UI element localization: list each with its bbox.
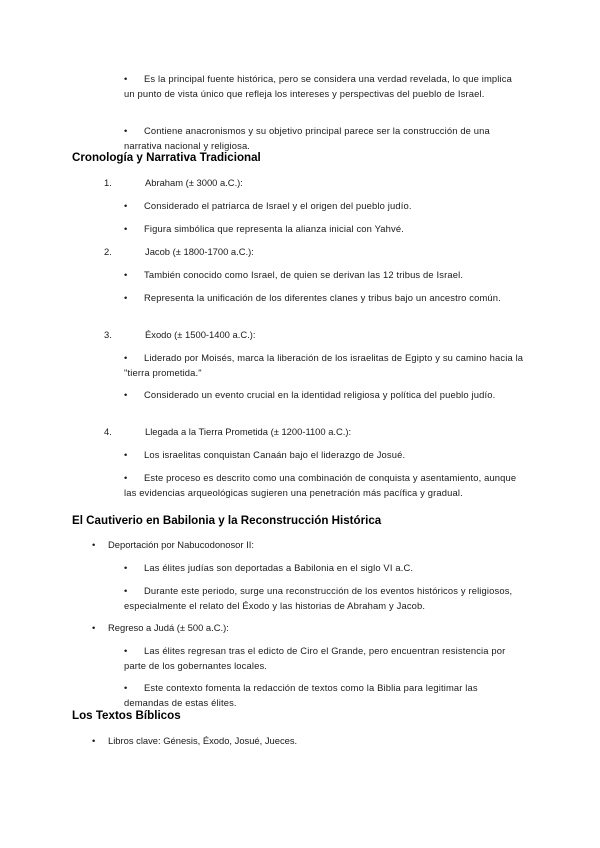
item-label: Jacob (± 1800-1700 a.C.): — [145, 246, 254, 257]
list-item-libros — [92, 733, 297, 748]
item-number: 4. — [104, 426, 112, 437]
numbered-item-exodo — [104, 327, 255, 342]
sub-bullet: Durante este periodo, surge una reconstrucción de los eventos históricos y religiosos, especialmente el relato del Éxodo y las historias de Abraham y Jacob. — [124, 585, 513, 611]
numbered-item-jacob — [104, 244, 254, 259]
item-label: Abraham (± 3000 a.C.): — [145, 177, 243, 188]
intro-bullet-2: Contiene anacronismos y su objetivo principal parece ser la construcción de una narrativa nacional y religiosa. — [124, 125, 490, 151]
section-heading-cautiverio: El Cautiverio en Babilonia y la Reconstrucción Histórica — [72, 514, 382, 527]
bullet-marker: • — [124, 585, 128, 596]
sub-bullet: Figura simbólica que representa la alianza inicial con Yahvé. — [144, 223, 404, 234]
intro-bullet-1: Es la principal fuente histórica, pero se considera una verdad revelada, lo que implica un punto de vista único que refleja los intereses y perspectivas del pueblo de Israel. — [124, 73, 512, 99]
bullet-marker: • — [124, 682, 128, 693]
sub-bullet: Las élites judías son deportadas a Babilonia en el siglo VI a.C. — [144, 562, 414, 573]
bullet-marker: • — [124, 645, 128, 656]
bullet-marker: • — [124, 73, 128, 84]
sub-bullet: Las élites regresan tras el edicto de Ciro el Grande, pero encuentran resistencia por parte de los gobernantes locales. — [124, 645, 506, 671]
sub-bullet: Este contexto fomenta la redacción de textos como la Biblia para legitimar las demandas de estas élites. — [124, 682, 478, 708]
item-label: Libros clave: Génesis, Éxodo, Josué, Jueces. — [108, 735, 298, 746]
bullet-marker: • — [124, 269, 128, 280]
item-label: Regreso a Judá (± 500 a.C.): — [108, 622, 229, 633]
bullet-marker: • — [92, 539, 96, 550]
sub-bullet: Liderado por Moisés, marca la liberación de los israelitas de Egipto y su camino hacia la "tierra prometida." — [124, 352, 524, 378]
sub-bullet: Este proceso es descrito como una combinación de conquista y asentamiento, aunque las evidencias arqueológicas sugieren una penetración más pacífica y gradual. — [124, 472, 517, 498]
sub-bullet: También conocido como Israel, de quien se derivan las 12 tribus de Israel. — [144, 269, 464, 280]
section-heading-textos: Los Textos Bíblicos — [72, 709, 181, 722]
bullet-marker: • — [124, 352, 128, 363]
numbered-item-abraham — [104, 175, 243, 190]
bullet-marker: • — [124, 223, 128, 234]
item-label: Éxodo (± 1500-1400 a.C.): — [145, 329, 256, 340]
section-heading-cronologia: Cronología y Narrativa Tradicional — [72, 151, 261, 164]
sub-bullet: Representa la unificación de los diferentes clanes y tribus bajo un ancestro común. — [144, 292, 501, 303]
bullet-marker: • — [124, 472, 128, 483]
bullet-marker: • — [124, 200, 128, 211]
bullet-marker: • — [124, 389, 128, 400]
item-number: 3. — [104, 329, 112, 340]
item-number: 2. — [104, 246, 112, 257]
sub-bullet: Considerado un evento crucial en la identidad religiosa y política del pueblo judío. — [144, 389, 496, 400]
bullet-marker: • — [124, 125, 128, 136]
sub-bullet: Los israelitas conquistan Canaán bajo el liderazgo de Josué. — [144, 449, 406, 460]
item-number: 1. — [104, 177, 112, 188]
list-item-deportacion — [92, 537, 254, 552]
list-item-regreso — [92, 620, 229, 635]
item-label: Llegada a la Tierra Prometida (± 1200-1100 a.C.): — [145, 426, 352, 437]
bullet-marker: • — [92, 622, 96, 633]
bullet-marker: • — [124, 562, 128, 573]
bullet-marker: • — [124, 449, 128, 460]
numbered-item-llegada — [104, 424, 351, 439]
bullet-marker: • — [92, 735, 96, 746]
item-label: Deportación por Nabucodonosor II: — [108, 539, 254, 550]
sub-bullet: Considerado el patriarca de Israel y el origen del pueblo judío. — [144, 200, 412, 211]
bullet-marker: • — [124, 292, 128, 303]
